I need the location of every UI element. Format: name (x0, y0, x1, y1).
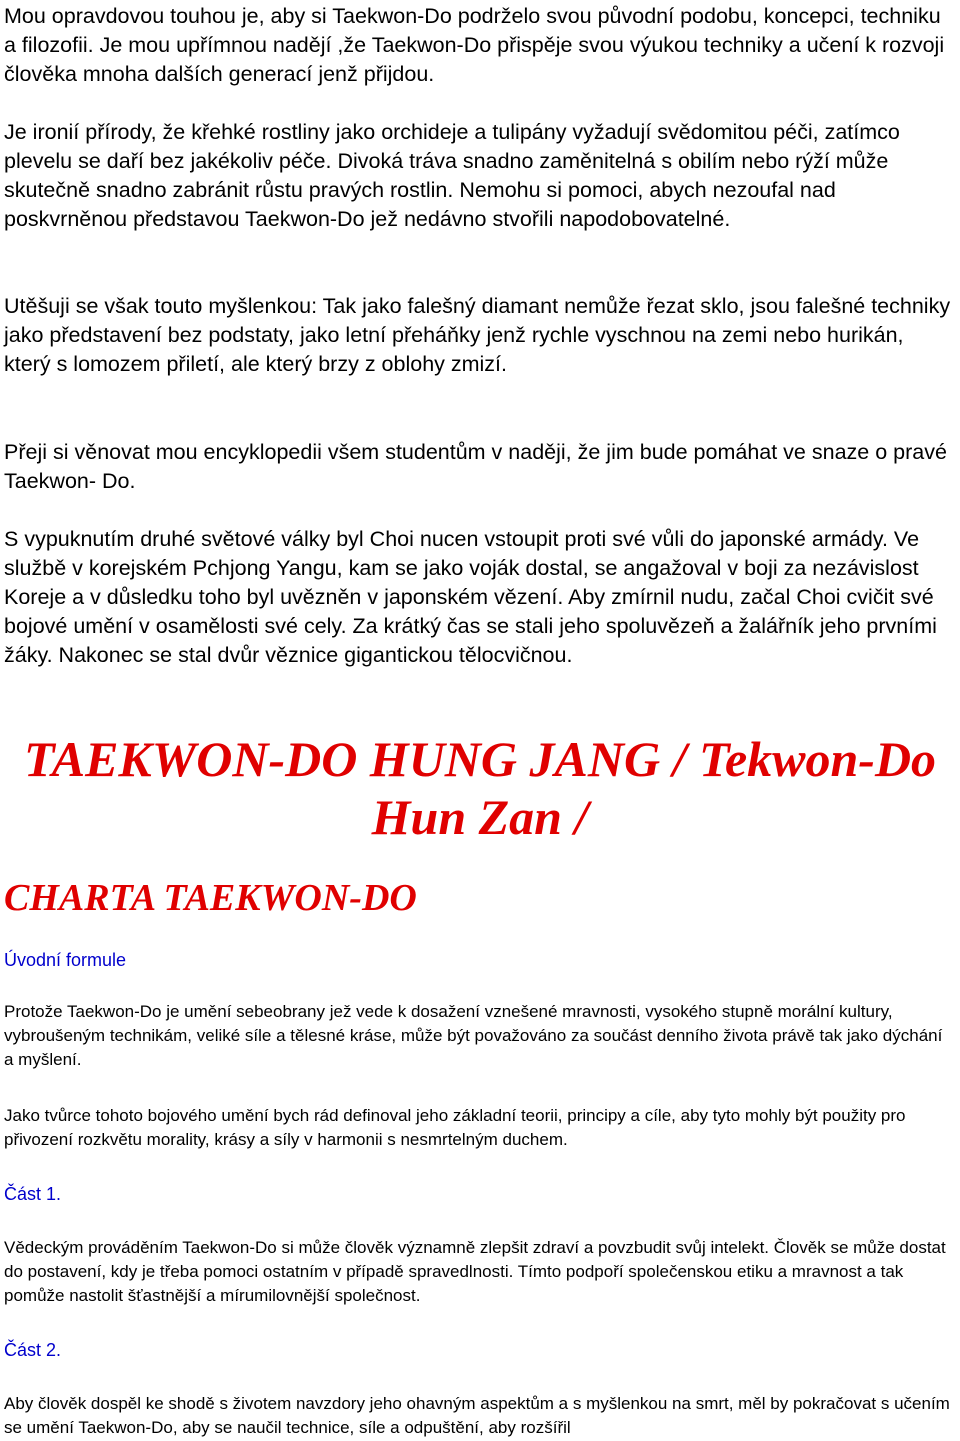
label-intro: Úvodní formule (4, 950, 127, 970)
paragraph-intention: Mou opravdovou touhou je, aby si Taekwon-Do podrželo svou původní podobu, koncepci, techniku a filozofii. Je mou upřímnou nadějí ,že Taekwon-Do přispěje svou výukou techniky a učení k rozvoji člověka mnoha dalších generací jenž přijdou. (4, 4, 945, 86)
main-heading: TAEKWON-DO HUNG JANG / Tekwon-Do Hun Zan / (23, 731, 937, 845)
paragraph-consolation: Utěšuji se však touto myšlenkou: Tak jako falešný diamant nemůže řezat sklo, jsou falešné techniky jako představení bez podstaty, jako letní přeháňky jenž rychle vyschnou na zemi nebo hurikán, který s lomozem přiletí, ale který brzy z oblohy zmizí. (4, 294, 951, 376)
charter-heading: CHARTA TAEKWON-DO (4, 877, 417, 919)
paragraph-part-1: Vědeckým prováděním Taekwon-Do si může člověk významně zlepšit zdraví a povzbudit svůj intelekt. Člověk se může dostat do postavení, kdy je třeba pomoci ostatním v případě spravedlnosti. Tímto podpoří společenskou etiku a mravnost a tak pomůže nastolit šťastnější a mírumilovnější společnost. (4, 1238, 946, 1305)
paragraph-part-2: Aby člověk dospěl ke shodě s životem navzdory jeho ohavným aspektům a s myšlenkou na smrt, měl by pokračovat s učením se umění Taekwon-Do, aby se naučil technice, síle a odpuštění, aby rozšířil (4, 1394, 950, 1437)
paragraph-intro-2: Jako tvůrce tohoto bojového umění bych rád definoval jeho základní teorii, principy a cíle, aby tyto mohly být použity pro přivození rozkvětu morality, krásy a síly v harmonii s nesmrtelným duchem. (4, 1106, 906, 1149)
label-part-1: Část 1. (4, 1184, 62, 1204)
label-part-2: Část 2. (4, 1340, 62, 1360)
paragraph-intro-1: Protože Taekwon-Do je umění sebeobrany jež vede k dosažení vznešené mravnosti, vysokého stupně morální kultury, vybroušeným technikám, veliké síle a tělesné kráse, může být považováno za součást denního života právě tak jako dýchání a myšlení. (4, 1002, 943, 1069)
paragraph-irony: Je ironií přírody, že křehké rostliny jako orchideje a tulipány vyžadují svědomitou péči, zatímco plevelu se daří bez jakékoliv péče. Divoká tráva snadno zaměnitelná s obilím nebo rýží může skutečně snadno zabránit růstu pravých rostlin. Nemohu si pomoci, abych nezoufal nad poskvrněnou představou Taekwon-Do jež nedávno stvořili napodobovatelné. (4, 120, 900, 231)
paragraph-dedication: Přeji si věnovat mou encyklopedii všem studentům v naději, že jim bude pomáhat ve snaze o pravé Taekwon- Do. (4, 440, 947, 493)
paragraph-history: S vypuknutím druhé světové války byl Choi nucen vstoupit proti své vůli do japonské armády. Ve službě v korejském Pchjong Yangu, kam se jako voják dostal, se angažoval v boji za nezávislost Koreje a v důsledku toho byl uvězněn v japonském vězení. Aby zmírnil nudu, začal Choi cvičit své bojové umění v osamělosti své cely. Za krátký čas se stali jeho spoluvězeň a žalářník jeho prvními žáky. Nakonec se stal dvůr věznice gigantickou tělocvičnou. (4, 527, 937, 667)
